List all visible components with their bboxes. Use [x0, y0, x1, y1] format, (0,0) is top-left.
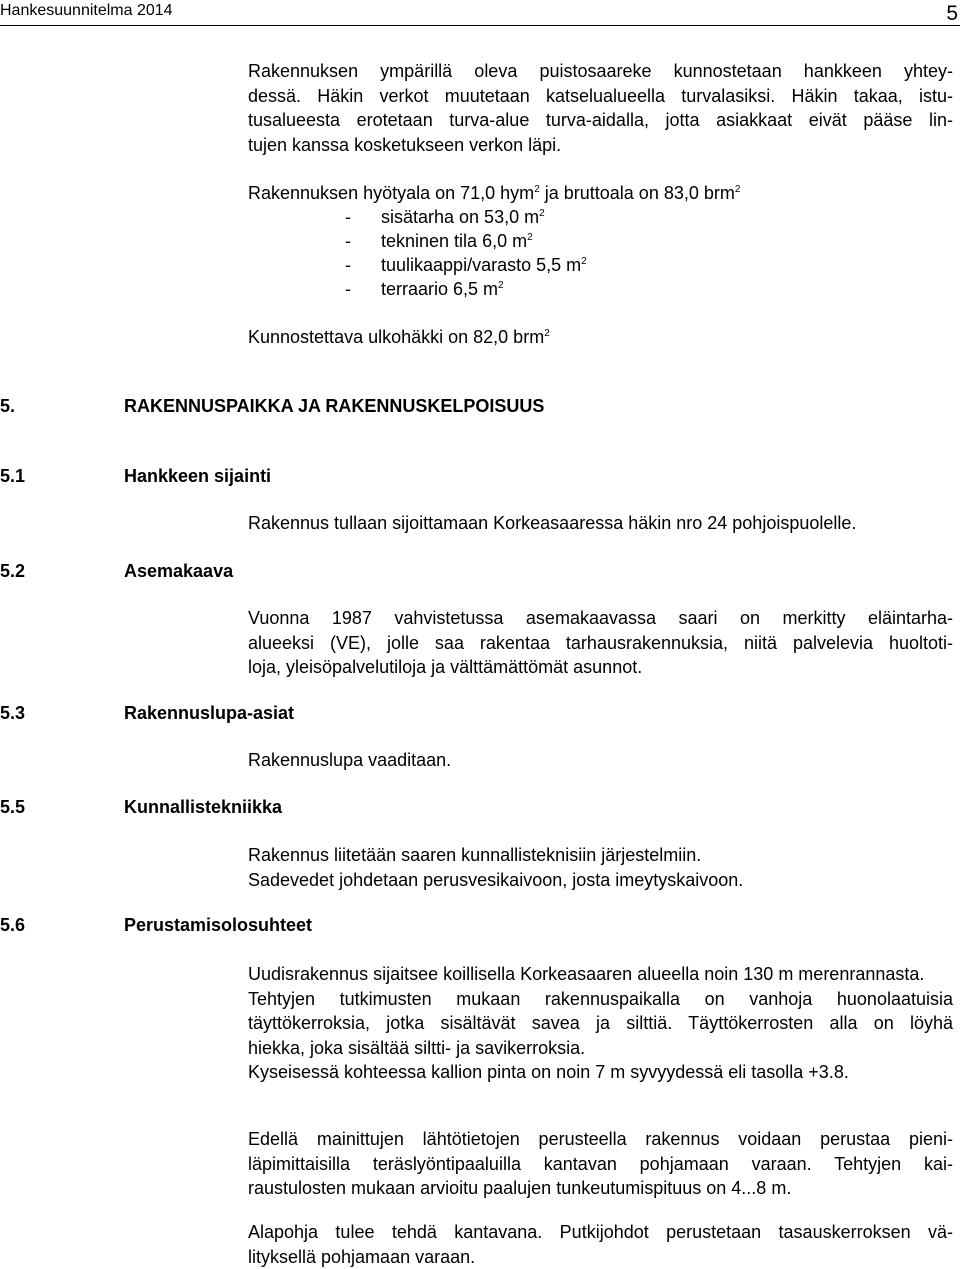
section-title: RAKENNUSPAIKKA JA RAKENNUSKELPOISUUS	[124, 396, 545, 416]
area-item-text: tuulikaappi/varasto 5,5 m	[381, 255, 582, 275]
area-item-text: tekninen tila 6,0 m	[381, 231, 528, 251]
location-paragraph	[248, 511, 953, 536]
area-summary	[248, 181, 953, 206]
paragraph-text: Rakennus tullaan sijoittamaan Korkeasaaressa häkin nro 24 pohjoispuolelle.	[248, 513, 857, 533]
superscript: 2	[534, 184, 540, 195]
superscript: 2	[527, 232, 533, 243]
paragraph-line: Tehtyjen tutkimusten mukaan rakennuspaikalla on vanhoja huonolaatuisia	[248, 988, 953, 1009]
subsection-heading	[0, 465, 271, 487]
area-summary-gross: ja bruttoala on 83,0 brm	[539, 183, 735, 203]
list-dash: -	[345, 255, 351, 275]
superscript: 2	[734, 184, 741, 195]
subsection-heading	[0, 914, 312, 936]
outdoor-cage-text: Kunnostettava ulkohäkki on 82,0 brm	[248, 327, 545, 347]
area-item-text: sisätarha on 53,0 m	[381, 207, 540, 227]
superscript: 2	[544, 328, 550, 339]
subsection-heading	[0, 796, 282, 818]
subsection-number: 5.5	[0, 797, 26, 817]
intro-line: tujen kanssa kosketukseen verkon läpi.	[248, 134, 562, 155]
paragraph-line: Alapohja tulee tehdä kantavana. Putkijohdot perustetaan tasauskerroksen vä-	[248, 1222, 953, 1242]
superscript: 2	[498, 280, 504, 291]
subsection-number: 5.1	[0, 466, 26, 486]
foundation-paragraph-3	[248, 1220, 953, 1269]
intro-line: dessä. Häkin verkot muutetaan katselualueella turvalasiksi. Häkin takaa, istu-	[248, 85, 953, 106]
intro-line: tusalueesta erotetaan turva-alue turva-aidalla, jotta asiakkaat eivät pääse lin-	[248, 110, 953, 130]
subsection-number: 5.6	[0, 915, 26, 935]
paragraph-line: Uudisrakennus sijaitsee koillisella Korkeasaaren alueella noin 130 m merenrannasta.	[248, 964, 925, 984]
document-title: Hankesuunnitelma 2014	[0, 2, 173, 19]
zoning-paragraph	[248, 606, 953, 680]
subsection-number: 5.2	[0, 561, 26, 581]
outdoor-cage-area	[248, 325, 953, 350]
paragraph-text: Rakennuslupa vaaditaan.	[248, 750, 452, 770]
paragraph-line: hiekka, joka sisältää siltti- ja savikerroksia.	[248, 1037, 586, 1058]
paragraph-line: loja, yleisöpalvelutiloja ja välttämättömät asunnot.	[248, 657, 643, 677]
paragraph-line: Kyseisessä kohteessa kallion pinta on noin 7 m syvyydessä eli tasolla +3.8.	[248, 1062, 849, 1082]
paragraph-line: Rakennus liitetään saaren kunnallisteknisiin järjestelmiin.	[248, 845, 702, 865]
subsection-heading	[0, 702, 294, 724]
paragraph-line: läpimittaisilla teräslyöntipaaluilla kantavan pohjamaan varaan. Tehtyjen kai-	[248, 1153, 953, 1174]
paragraph-line: Vuonna 1987 vahvistetussa asemakaavassa saari on merkitty eläintarha-	[248, 608, 953, 628]
area-summary-useful: Rakennuksen hyötyala on 71,0 hym	[248, 183, 535, 203]
subsection-title: Perustamisolosuhteet	[124, 915, 313, 935]
page-number: 5	[946, 2, 958, 25]
subsection-title: Hankkeen sijainti	[124, 466, 272, 486]
paragraph-line: raustulosten mukaan arvioitu paalujen tunkeutumispituus on 4...8 m.	[248, 1178, 792, 1198]
utilities-paragraph	[248, 843, 953, 892]
section-number: 5.	[0, 396, 16, 416]
section-heading	[0, 395, 544, 417]
foundation-paragraph-1	[248, 962, 953, 1085]
superscript: 2	[539, 208, 545, 219]
permit-paragraph	[248, 748, 953, 773]
superscript: 2	[581, 256, 587, 267]
subsection-title: Asemakaava	[124, 561, 234, 581]
list-dash: -	[345, 279, 351, 299]
subsection-title: Rakennuslupa-asiat	[124, 703, 295, 723]
paragraph-line: lityksellä pohjamaan varaan.	[248, 1246, 476, 1267]
header-divider	[0, 25, 960, 26]
subsection-number: 5.3	[0, 703, 26, 723]
subsection-heading	[0, 560, 233, 582]
page-header	[0, 0, 960, 24]
area-item-text: terraario 6,5 m	[381, 279, 499, 299]
intro-paragraph	[248, 59, 953, 157]
paragraph-line: Edellä mainittujen lähtötietojen perusteella rakennus voidaan perustaa pieni-	[248, 1129, 953, 1149]
subsection-title: Kunnallistekniikka	[124, 797, 283, 817]
intro-line: Rakennuksen ympärillä oleva puistosaareke kunnostetaan hankkeen yhtey-	[248, 61, 953, 81]
paragraph-line: Sadevedet johdetaan perusvesikaivoon, josta imeytyskaivoon.	[248, 869, 744, 890]
paragraph-line: alueeksi (VE), jolle saa rakentaa tarhausrakennuksia, niitä palvelevia huoltoti-	[248, 632, 953, 653]
list-dash: -	[345, 231, 351, 251]
list-dash: -	[345, 207, 351, 227]
paragraph-line: täyttökerroksia, jotka sisältävät savea ja silttiä. Täyttökerrosten alla on löyhä	[248, 1013, 953, 1033]
foundation-paragraph-2	[248, 1127, 953, 1201]
